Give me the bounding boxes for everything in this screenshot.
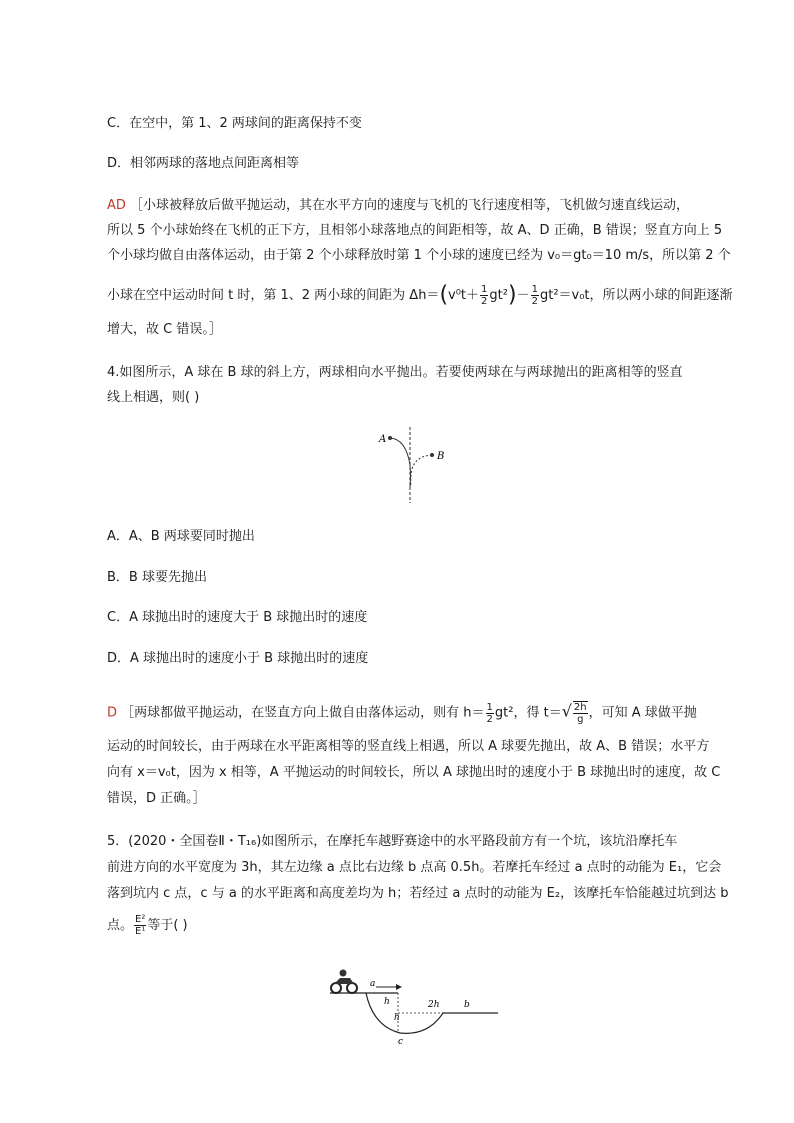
q3-expl-1: ［小球被释放后做平抛运动，其在水平方向的速度与飞机的飞行速度相等，飞机做匀速直线运动， (130, 198, 690, 213)
q4-stem-line-1: 4.如图所示，A 球在 B 球的斜上方，两球相向水平抛出。若要使两球在与两球抛出的距离相等的竖直 (107, 365, 683, 380)
math-v0t: v⁰t＋ (448, 288, 480, 303)
q4-option-d: D．A 球抛出时的速度小于 B 球抛出时的速度 (107, 651, 369, 666)
q5-stem-line-4 (107, 914, 188, 937)
q5-stem-4b: 等于( ) (147, 918, 188, 933)
q4-trajectory-b (411, 455, 432, 487)
label-h1: h (384, 997, 390, 1007)
frac-den-2: 2 (531, 296, 538, 307)
frac-num: 1 (481, 284, 488, 295)
q3-explanation-line-3: 个小球均做自由落体运动，由于第 2 个小球释放时第 1 个小球的速度已经为 v₀＝gt₀＝10 m/s，所以第 2 个 (107, 248, 731, 263)
q4-answer: D (107, 705, 118, 721)
q3-expl-4a: 小球在空中运动时间 t 时，第 1、2 两小球的间距为 Δh＝ (107, 288, 440, 303)
fraction-half-2 (531, 284, 539, 307)
fraction-sqrt (573, 701, 588, 725)
motorcycle-icon (331, 970, 357, 994)
sqrt-den: g (577, 714, 584, 725)
q5-pit-figure (328, 966, 503, 1046)
q5-stem-4a: 点。 (107, 918, 134, 933)
q3-option-d: D．相邻两球的落地点间距离相等 (107, 156, 300, 171)
arrow-head (396, 984, 402, 990)
frac-e2: E² (135, 914, 146, 925)
q4-explanation-line-3: 向有 x＝v₀t，因为 x 相等，A 平抛运动的时间较长，所以 A 球抛出时的速度小于 B 球抛出时的速度，故 C (107, 765, 721, 780)
q4-explanation-line-2: 运动的时间较长，由于两球在水平距离相等的竖直线上相遇，所以 A 球要先抛出，故 A、B 错误；水平方 (107, 739, 710, 754)
frac-num-3: 1 (486, 701, 493, 713)
math-gt2-eq: gt²＝v₀t (539, 288, 590, 303)
q3-explanation-line-2: 所以 5 个小球始终在飞机的正下方，且相邻小球落地点的间距相等，故 A、D 正确，B 错误；竖直方向上 5 (107, 223, 723, 238)
q4-option-b: B．B 球要先抛出 (107, 570, 207, 585)
fraction-half (480, 284, 488, 307)
q3-answer: AD (107, 198, 126, 213)
fraction-e2-e1 (134, 914, 146, 937)
q3-explanation-line-5: 增大，故 C 错误。］ (107, 322, 222, 337)
q4-trajectory-figure (370, 425, 460, 505)
label-a: a (370, 979, 376, 989)
q4-explanation-line-4: 错误，D 正确。］ (107, 791, 206, 806)
label-c: c (398, 1037, 404, 1046)
q3-option-c: C．在空中，第 1、2 两球间的距离保持不变 (107, 116, 362, 131)
q4-trajectory-a (390, 438, 411, 487)
q5-stem-line-1: 5．(2020・全国卷Ⅱ・T₁₆)如图所示，在摩托车越野赛途中的水平路段前方有一个坑，该坑沿摩托车 (107, 834, 678, 849)
fraction-half-3 (486, 702, 494, 725)
q4-label-b: B (437, 451, 445, 462)
frac-den-3: 2 (486, 713, 493, 725)
q4-label-a: A (379, 434, 387, 445)
frac-e1: E¹ (135, 926, 146, 937)
label-2h: 2h (428, 1000, 440, 1010)
q4-explanation-line-1 (107, 701, 697, 725)
q3-explanation-line-1 (107, 197, 689, 215)
q4-expl-1a: ［两球都做平抛运动，在竖直方向上做自由落体运动，则有 h＝ (121, 705, 485, 721)
label-h2: h (394, 1013, 400, 1023)
q3-expl-4b: ，所以两小球的间距逐渐 (589, 288, 733, 303)
q4-expl-1b: ，得 t＝ (513, 705, 562, 721)
math-minus: － (516, 288, 530, 303)
sqrt-num: 2h (573, 702, 587, 713)
label-b: b (464, 1000, 470, 1010)
q5-stem-line-3: 落到坑内 c 点，c 与 a 的水平距离和高度差均为 h；若经过 a 点时的动能为 E₂，该摩托车恰能越过坑到达 b (107, 886, 729, 901)
q4-stem-line-2: 线上相遇，则( ) (107, 390, 200, 405)
sqrt-symbol: √ (561, 701, 572, 721)
math-gt2: gt² (489, 288, 508, 303)
q5-stem-line-2: 前进方向的水平宽度为 3h，其左边缘 a 点比右边缘 b 点高 0.5h。若摩托车经过 a 点时的动能为 E₁，它会 (107, 860, 722, 875)
frac-den: 2 (481, 296, 488, 307)
q4-option-c: C．A 球抛出时的速度大于 B 球抛出时的速度 (107, 610, 368, 625)
q4-option-a: A．A、B 两球要同时抛出 (107, 529, 255, 544)
q3-explanation-line-4: 小球在空中运动时间 t 时，第 1、2 两小球的间距为 Δh＝(v⁰t＋ $\frac{1}{2}$ gt²)－ $\frac{1}{2}$ gt²＝v₀t，所以两小球的间距逐渐 (107, 282, 733, 308)
frac-num-2: 1 (531, 284, 538, 295)
q4-expl-1c: ，可知 A 球做平抛 (588, 705, 697, 721)
math-h-gt2: gt² (494, 705, 514, 721)
